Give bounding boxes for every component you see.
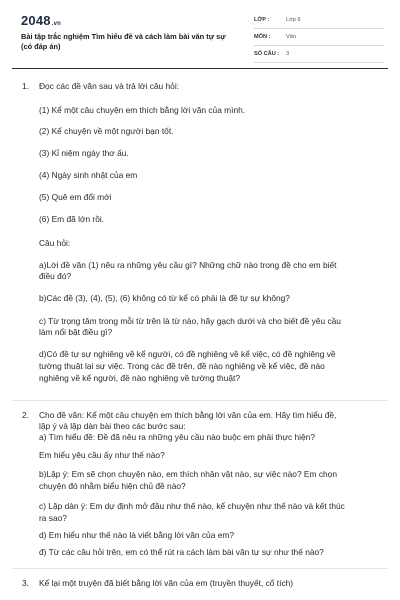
- q2-line-5: b)Lập ý: Em sẽ chọn chuyện nào, em thích nhân vật nào, sự việc nào? Em chọn: [39, 469, 337, 479]
- logo-text: 2048: [21, 13, 51, 28]
- question-separator-2: [12, 568, 388, 569]
- question-separator-1: [12, 400, 388, 401]
- q1-question-c-line-2: làm nổi bật điều gì?: [39, 327, 113, 337]
- q2-line-4: Em hiểu yêu cầu ấy như thế nào?: [39, 450, 165, 460]
- question-count-value: 3: [286, 51, 290, 57]
- meta-row-subject: [254, 31, 384, 46]
- q1-question-d-line-1: d)Có đề tự sự nghiêng về kể người, có đề nghiêng về kể việc, có đề nghiêng về: [39, 349, 336, 359]
- q1-item-5: (5) Quê em đổi mới: [39, 192, 112, 202]
- question-1-number: 1.: [22, 81, 29, 91]
- worksheet-meta: [254, 14, 384, 65]
- q1-item-3: (3) Kỉ niệm ngày thơ ấu.: [39, 148, 129, 158]
- header-divider: [12, 68, 388, 69]
- q2-line-7: c) Lập dàn ý: Em dự định mở đầu như thế nào, kể chuyện như thế nào và kết thúc: [39, 501, 345, 511]
- q1-questions-label: Câu hỏi:: [39, 238, 71, 248]
- q2-line-3: a) Tìm hiểu đề: Đề đã nêu ra những yêu cầu nào buộc em phải thực hiện?: [39, 432, 315, 442]
- title-line-1: Bài tập trắc nghiệm Tìm hiểu đề và cách làm bài văn tự sự: [21, 32, 226, 41]
- q1-item-4: (4) Ngày sinh nhật của em: [39, 170, 138, 180]
- q2-line-9: d) Em hiểu như thế nào là viết bằng lời văn của em?: [39, 530, 234, 540]
- q1-question-a-line-1: a)Lời đề văn (1) nêu ra những yêu cầu gì? Những chữ nào trong đề cho em biết: [39, 260, 337, 270]
- q2-line-6: chuyện đó nhằm biểu hiện chủ đề nào?: [39, 481, 186, 491]
- site-logo[interactable]: [21, 13, 61, 28]
- question-3-number: 3.: [22, 578, 29, 588]
- grade-value: Lớp 6: [286, 17, 301, 23]
- q1-question-c-line-1: c) Từ trọng tâm trong mỗi từ trên là từ nào, hãy gạch dưới và cho biết đề yêu cầu: [39, 316, 341, 326]
- subject-label: MÔN :: [254, 34, 271, 40]
- q1-question-d-line-3: nghiêng về kể người, đề nào nghiêng về tường thuật?: [39, 373, 241, 383]
- q2-line-1: Cho đề văn: Kể một câu chuyện em thích bằng lời văn của em. Hãy tìm hiểu đề,: [39, 410, 337, 420]
- grade-label: LỚP :: [254, 17, 270, 23]
- logo-suffix: .vn: [51, 21, 62, 27]
- meta-row-grade: [254, 14, 384, 29]
- page-header: [0, 0, 400, 66]
- q1-item-1: (1) Kể một câu chuyện em thích bằng lời văn của mình.: [39, 105, 246, 115]
- q2-line-2: lập ý và lập dàn bài theo các bước sau:: [39, 421, 186, 431]
- question-2-number: 2.: [22, 410, 29, 420]
- q1-item-2: (2) Kể chuyện về một người bạn tốt.: [39, 126, 174, 136]
- question-1-intro: Đọc các đề văn sau và trả lời câu hỏi:: [39, 81, 180, 91]
- q1-question-a-line-2: điều đó?: [39, 271, 72, 281]
- q2-line-8: ra sao?: [39, 513, 67, 523]
- q3-line-1: Kể lại một truyện đã biết bằng lời văn của em (truyền thuyết, cổ tích): [39, 578, 294, 588]
- subject-value: Văn: [286, 34, 296, 40]
- question-count-label: SỐ CÂU :: [254, 51, 280, 57]
- title-line-2: (có đáp án): [21, 42, 61, 51]
- q2-line-10: đ) Từ các câu hỏi trên, em có thể rút ra cách làm bài văn tự sự như thế nào?: [39, 547, 324, 557]
- q1-question-d-line-2: tường thuật lại sự việc. Trong các đề trên, đề nào nghiêng về kể việc, đề nào: [39, 361, 325, 371]
- q1-question-b: b)Các đề (3), (4), (5), (6) không có từ kể có phải là đề tự sự không?: [39, 293, 290, 303]
- meta-row-count: [254, 48, 384, 63]
- worksheet-title: [21, 32, 251, 52]
- q1-item-6: (6) Em đã lớn rồi.: [39, 214, 105, 224]
